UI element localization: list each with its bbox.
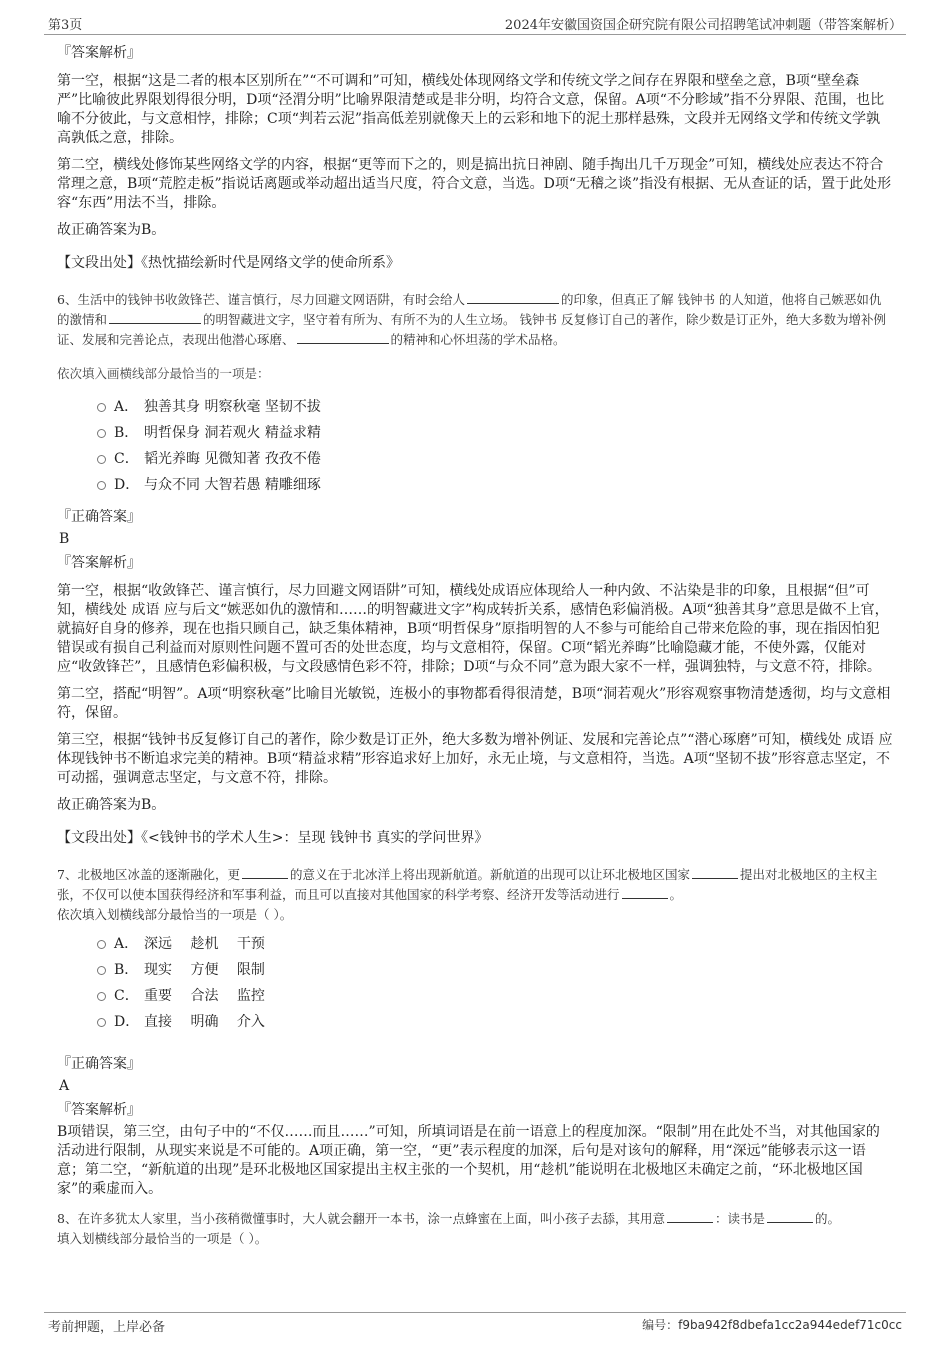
- radio-icon[interactable]: [97, 403, 106, 412]
- q7-options: [97, 931, 893, 1035]
- page-footer: [44, 1312, 906, 1335]
- page-header: [44, 14, 906, 35]
- q6-option-d[interactable]: D． 与众不同 大智若愚 精雕细琢: [97, 472, 893, 498]
- blank: [467, 290, 559, 304]
- blank: [622, 885, 668, 899]
- analysis-label: 『答案解析』: [57, 1102, 141, 1118]
- q6-stem: 6、生活中的钱钟书收敛锋芒、谨言慎行，尽力回避文网语阱，有时会给人 的印象，但真正了解 钱钟书 的人知道，他将自己嫉恶如仇的激情和 的明智藏进文字，坚守着有所为、有所不为的人生立场。 钱钟书 反复修订自己的著作，除少数是订正外，绝大多数为增补例证、发展和完善论点，表现出他潜心琢磨、 的精神和心怀坦荡的学术品格。: [57, 292, 886, 347]
- q5-conclusion: 故正确答案为B。: [57, 222, 166, 238]
- q8-hint: 填入划横线部分最恰当的一项是（ ）。: [57, 1231, 268, 1246]
- q6-source: 【文段出处】《<钱钟书的学术人生>：呈现 钱钟书 真实的学问世界》: [57, 830, 489, 846]
- document-id: 编号：f9ba942f8dbefa1cc2a944edef71c0cc: [642, 1318, 902, 1332]
- document-body: [57, 40, 893, 1249]
- q6-analysis-p2: 第二空，搭配“明智”。A项“明察秋毫”比喻目光敏锐，连极小的事物都看得很清楚，B项“洞若观火”形容观察事物清楚透彻，均与文意相符，保留。: [57, 686, 891, 721]
- q6-hint: 依次填入画横线部分最恰当的一项是：: [57, 366, 270, 381]
- q7-analysis-p1: B项错误，第三空，由句子中的“不仅……而且……”可知，所填词语是在前一语意上的程度加深。“限制”用在此处不当，对其他国家的活动进行限制，从现实来说是不可能的。A项正确，第一空，“更”表示程度的加深，后句是对该句的解释，用“深远”能够表示这一语意；第二空，“新航道的出现”是环北极地区国家提出主权主张的一个契机，用“趁机”能说明在北极地区未确定之前，“环北极地区国家”的乘虚而入。: [57, 1124, 880, 1197]
- radio-icon[interactable]: [97, 940, 106, 949]
- q6-option-a[interactable]: A． 独善其身 明察秋毫 坚韧不拔: [97, 394, 893, 420]
- document-title: 2024年安徽国资国企研究院有限公司招聘笔试冲刺题（带答案解析）: [504, 18, 902, 33]
- radio-icon[interactable]: [97, 1018, 106, 1027]
- blank: [667, 1209, 713, 1223]
- radio-icon[interactable]: [97, 966, 106, 975]
- q7-option-d[interactable]: D． 直接 明确 介入: [97, 1009, 893, 1035]
- correct-answer-label: 『正确答案』: [57, 1056, 141, 1072]
- q7-option-a[interactable]: A． 深远 趁机 干预: [97, 931, 893, 957]
- q6-option-c[interactable]: C． 韬光养晦 见微知著 孜孜不倦: [97, 446, 893, 472]
- blank: [242, 865, 288, 879]
- q6-options: [97, 394, 893, 498]
- radio-icon[interactable]: [97, 992, 106, 1001]
- q6-analysis-p3: 第三空，根据“钱钟书反复修订自己的著作，除少数是订正外，绝大多数为增补例证、发展和完善论点”“潜心琢磨”可知，横线处 成语 应体现钱钟书不断追求完美的精神。B项“精益求精”形容追求好上加好，永无止境，与文意相符，当选。A项“坚韧不拔”形容意志坚定，不可动摇，强调意志坚定，与文意不符，排除。: [57, 732, 893, 786]
- q5-analysis-p2: 第二空，横线处修饰某些网络文学的内容，根据“更等而下之的，则是搞出抗日神剧、随手掏出几千万现金”可知，横线处应表达不符合常理之意，B项“荒腔走板”指说话离题或举动超出适当尺度，符合文意，当选。D项“无稽之谈”指没有根据、无从查证的话，置于此处形容“东西”用法不当，排除。: [57, 157, 892, 211]
- footer-slogan: 考前押题，上岸必备: [48, 1320, 166, 1335]
- q7-option-b[interactable]: B． 现实 方便 限制: [97, 957, 893, 983]
- radio-icon[interactable]: [97, 455, 106, 464]
- analysis-label: 『答案解析』: [57, 45, 141, 61]
- q5-source: 【文段出处】《热忱描绘新时代是网络文学的使命所系》: [57, 255, 400, 271]
- q6-answer: B: [59, 531, 70, 547]
- blank: [109, 310, 201, 324]
- q5-analysis-p1: 第一空，根据“这是二者的根本区别所在”“不可调和”可知，横线处体现网络文学和传统文学之间存在界限和壁垒之意，B项“壁垒森严”比喻彼此界限划得很分明，D项“泾渭分明”比喻界限清楚或是非分明，均符合文意，保留。A项“不分畛域”指不分界限、范围，也比喻不分彼此，与文意相悖，排除；C项“判若云泥”指高低差别就像天上的云彩和地下的泥土那样悬殊，文段并无网络文学和传统文学孰高孰低之意，排除。: [57, 73, 885, 146]
- q7-option-c[interactable]: C． 重要 合法 监控: [97, 983, 893, 1009]
- blank: [767, 1209, 813, 1223]
- analysis-label: 『答案解析』: [57, 555, 141, 571]
- q6-option-b[interactable]: B． 明哲保身 洞若观火 精益求精: [97, 420, 893, 446]
- page-number: 第3页: [48, 18, 83, 33]
- q7-stem: 7、北极地区冰盖的逐渐融化，更 的意义在于北冰洋上将出现新航道。新航道的出现可以让环北极地区国家 提出对北极地区的主权主张，不仅可以使本国获得经济和军事利益，而且可以直接对其他国家的科学考察、经济开发等活动进行 。: [57, 867, 878, 902]
- radio-icon[interactable]: [97, 481, 106, 490]
- q6-analysis-p1: 第一空，根据“收敛锋芒、谨言慎行，尽力回避文网语阱”可知，横线处成语应体现给人一种内敛、不沾染是非的印象，且根据“但”可知，横线处 成语 应与后文“嫉恶如仇的激情和……的明智藏进文字”构成转折关系，感情色彩偏消极。A项“独善其身”意思是做不上官，就搞好自身的修养，现在也指只顾自己，缺乏集体精神，B项“明哲保身”原指明智的人不参与可能给自己带来危险的事，现在指因怕犯错误或有损自己利益而对原则性问题不置可否的处世态度，均与文意相符，保留。C项“韬光养晦”比喻隐藏才能，不使外露，仅能对应“收敛锋芒”，且感情色彩偏积极，与文段感情色彩不符，排除；D项“与众不同”意为跟大家不一样，强调独特，与文意不符，排除。: [57, 583, 889, 675]
- q8-stem: 8、在许多犹太人家里，当小孩稍微懂事时，大人就会翻开一本书，涂一点蜂蜜在上面，叫小孩子去舔，其用意 ：读书是 的。: [57, 1211, 840, 1226]
- q6-conclusion: 故正确答案为B。: [57, 797, 166, 813]
- q7-hint: 依次填入划横线部分最恰当的一项是（ ）。: [57, 907, 293, 922]
- radio-icon[interactable]: [97, 429, 106, 438]
- q7-answer: A: [59, 1078, 70, 1094]
- blank: [297, 330, 389, 344]
- correct-answer-label: 『正确答案』: [57, 509, 141, 525]
- blank: [692, 865, 738, 879]
